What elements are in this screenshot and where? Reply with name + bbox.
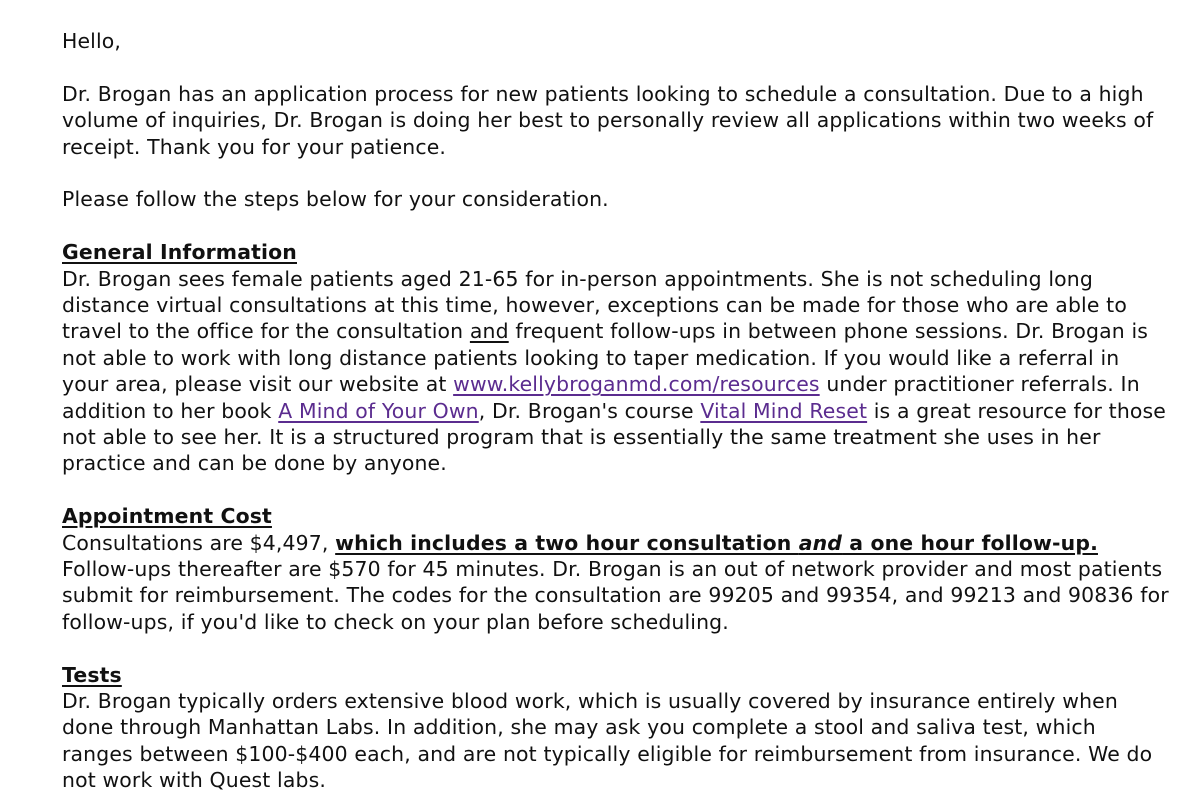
course-link[interactable]: Vital Mind Reset [700,398,868,423]
spacer [62,635,1172,661]
general-info-text-2: frequent follow-ups in between phone sessions. Dr. Brogan is not able to work with long distance patients looking to taper medication. If you would like a referral in your area, please visit our website at [62,319,1149,397]
general-info-paragraph [62,266,1172,477]
spacer [62,213,1172,239]
spacer [62,160,1172,186]
cost-bold-2: a one hour follow-up. [842,530,1098,555]
appointment-cost-heading: Appointment Cost [62,504,272,529]
general-info-heading: General Information [62,240,297,265]
general-info-text-1: Dr. Brogan sees female patients aged 21-65 for in-person appointments. She is not scheduling long distance virtual consultations at this time, however, exceptions can be made for those who are able to travel to the office for the consultation [62,266,1127,344]
general-info-text-5: is a great resource for those not able to see her. It is a structured program that is essentially the same treatment she uses in her practice and can be done by anyone. [62,398,1166,476]
and-emphasis: and [469,319,509,344]
spacer [62,54,1172,80]
general-info-text-4: , Dr. Brogan's course [478,398,701,423]
spacer [62,477,1172,503]
cost-text-2: Follow-ups thereafter are $570 for 45 minutes. Dr. Brogan is an out of network provider and most patients submit for reimbursement. The codes for the consultation are 99205 and 99354, and 99213 and 90836 for follow-ups, if you'd like to check on your plan before scheduling. [62,557,1169,634]
email-body [62,28,1172,794]
intro-paragraph: Dr. Brogan has an application process for new patients looking to schedule a consultation. Due to a high volume of inquiries, Dr. Brogan is doing her best to personally review all applications within two weeks of receipt. Thank you for your patience. [62,81,1154,159]
website-link[interactable]: www.kellybroganmd.com/resources [453,372,820,397]
cost-bold-italic-and: and [798,530,843,555]
greeting: Hello, [62,29,122,53]
cost-text-1: Consultations are $4,497, [62,530,336,555]
instruction-paragraph: Please follow the steps below for your consideration. [62,187,609,212]
general-info-text-3: under practitioner referrals. In addition to her book [62,372,1140,423]
book-link[interactable]: A Mind of Your Own [278,398,479,423]
appointment-cost-paragraph [62,530,1172,636]
tests-paragraph: Dr. Brogan typically orders extensive blood work, which is usually covered by insurance entirely when done through Manhattan Labs. In addition, she may ask you complete a stool and saliva test, which ranges between $100-$400 each, and are not typically eligible for reimbursement from insurance. We do not work with Quest labs. [62,689,1153,793]
tests-heading: Tests [62,662,122,687]
cost-bold-1: which includes a two hour consultation [335,530,799,555]
